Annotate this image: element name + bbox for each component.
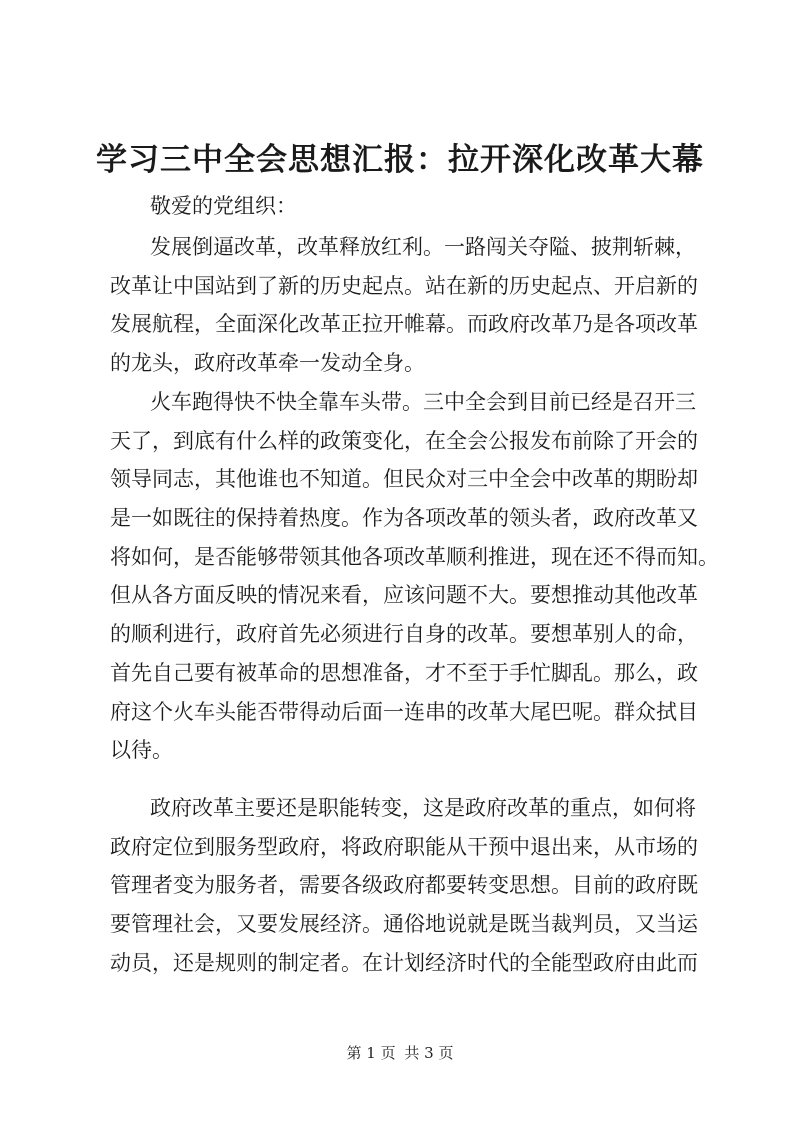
paragraph-line: 动员，还是规则的制定者。在计划经济时代的全能型政府由此而 (110, 950, 698, 975)
paragraph-line: 政府改革主要还是职能转变，这是政府改革的重点，如何将 (150, 796, 696, 820)
paragraph-line: 要管理社会，又要发展经济。通俗地说就是既当裁判员，又当运 (110, 912, 698, 937)
page-number: 第 1 页 (346, 1044, 396, 1062)
paragraph-line: 是一如既往的保持着热度。作为各项改革的领头者，政府改革又 (110, 506, 698, 531)
paragraph-line: 但从各方面反映的情况来看，应该问题不大。要想推动其他改革 (110, 583, 698, 608)
paragraph-line: 发展倒逼改革，改革释放红利。一路闯关夺隘、披荆斩棘， (150, 235, 696, 259)
paragraph-line: 管理者变为服务者，需要各级政府都要转变思想。目前的政府既 (110, 873, 698, 898)
paragraph-line: 的顺利进行，政府首先必须进行自身的改革。要想革别人的命， (110, 622, 698, 647)
paragraph-line: 的龙头，政府改革牵一发动全身。 (110, 351, 425, 376)
paragraph-line: 领导同志，其他谁也不知道。但民众对三中全会中改革的期盼却 (110, 467, 698, 492)
paragraph-line: 天了，到底有什么样的政策变化，在全会公报发布前除了开会的 (110, 428, 698, 453)
paragraph-1 (110, 228, 700, 383)
salutation: 敬爱的党组织： (150, 194, 297, 218)
paragraph-line: 改革让中国站到了新的历史起点。站在新的历史起点、开启新的 (110, 273, 698, 298)
paragraph-line: 火车跑得快不快全靠车头带。三中全会到目前已经是召开三 (150, 390, 696, 414)
paragraph-2 (110, 383, 719, 770)
paragraph-3 (110, 789, 700, 982)
paragraph-line: 将如何，是否能够带领其他各项改革顺利推进，现在还不得而知。 (110, 544, 719, 569)
paragraph-line: 政府定位到服务型政府，将政府职能从干预中退出来，从市场的 (110, 834, 698, 859)
document-title: 学习三中全会思想汇报：拉开深化改革大幕 (96, 142, 704, 178)
paragraph-line: 发展航程，全面深化改革正拉开帷幕。而政府改革乃是各项改革 (110, 312, 698, 337)
paragraph-line: 以待。 (110, 738, 173, 763)
paragraph-line: 府这个火车头能否带得动后面一连串的改革大尾巴呢。群众拭目 (110, 699, 698, 724)
paragraph-line: 首先自己要有被革命的思想准备，才不至于手忙脚乱。那么，政 (110, 660, 698, 685)
page-footer (0, 1043, 800, 1063)
page-total: 共 3 页 (404, 1044, 454, 1062)
